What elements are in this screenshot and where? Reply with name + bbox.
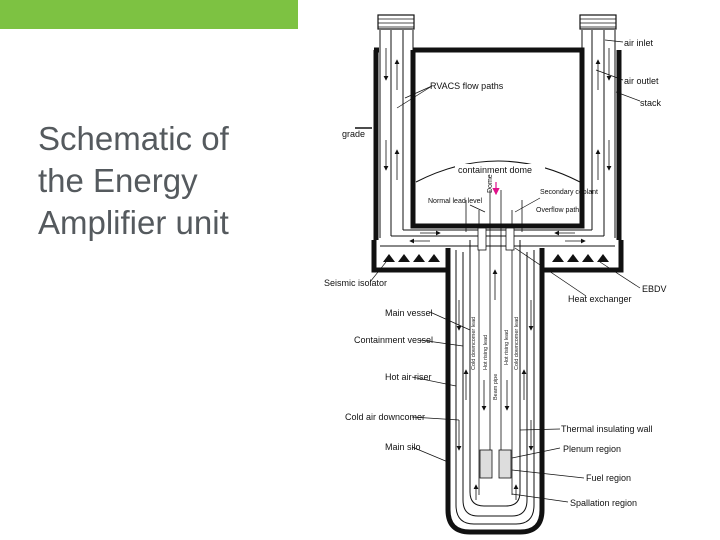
label-ebdv: EBDV [642, 284, 667, 294]
lower-structure [374, 230, 621, 270]
label-grade: grade [342, 129, 366, 139]
label-containment-dome: containment dome [458, 165, 533, 175]
label-thermal-insulating-wall: Thermal insulating wall [561, 424, 653, 434]
label-air-outlet: air outlet [624, 76, 659, 86]
label-normal-lead-level: Normal lead level [428, 198, 483, 205]
label-cold-air-downcomer: Cold air downcomer [345, 412, 426, 422]
label-hot-riser-right: Hot rising lead [504, 329, 510, 365]
label-beam-pipe: Beam pipe [493, 373, 499, 400]
label-hot-air-riser: Hot air riser [385, 372, 432, 382]
label-air-inlet: air inlet [624, 38, 654, 48]
label-main-vessel: Main vessel [385, 308, 433, 318]
label-rvacs-flow-paths: RVACS flow paths [430, 81, 504, 91]
label-cold-downcomer-left: Cold downcomer lead [471, 316, 477, 370]
right-stack-cap [580, 15, 616, 29]
right-stack [582, 30, 619, 240]
left-stack [374, 30, 413, 240]
label-containment-vessel: Containment vessel [354, 335, 434, 345]
label-plenum-region: Plenum region [563, 444, 622, 454]
left-stack-cap [378, 15, 414, 29]
seismic-isolators [383, 254, 609, 262]
label-cold-downcomer-right: Cold downcomer lead [514, 316, 520, 370]
label-main-silo: Main silo [385, 442, 421, 452]
label-heat-exchanger: Heat exchanger [568, 294, 632, 304]
label-fuel-region: Fuel region [586, 473, 632, 483]
label-hot-riser-left: Hot rising lead [483, 334, 489, 370]
label-stack: stack [640, 98, 662, 108]
title-line-2: the Energy [38, 161, 198, 199]
label-overflow-path: Overflow path [536, 207, 580, 214]
label-spallation-region: Spallation region [570, 498, 638, 508]
label-dome-vertical: Dome [487, 174, 494, 193]
core-regions [480, 450, 511, 478]
label-seismic-isolator: Seismic isolator [324, 278, 388, 288]
title-line-1: Schematic of [38, 120, 229, 157]
label-secondary-coolant: Secondary coolant [540, 189, 598, 196]
title-line-3: Amplifier unit [38, 203, 229, 241]
